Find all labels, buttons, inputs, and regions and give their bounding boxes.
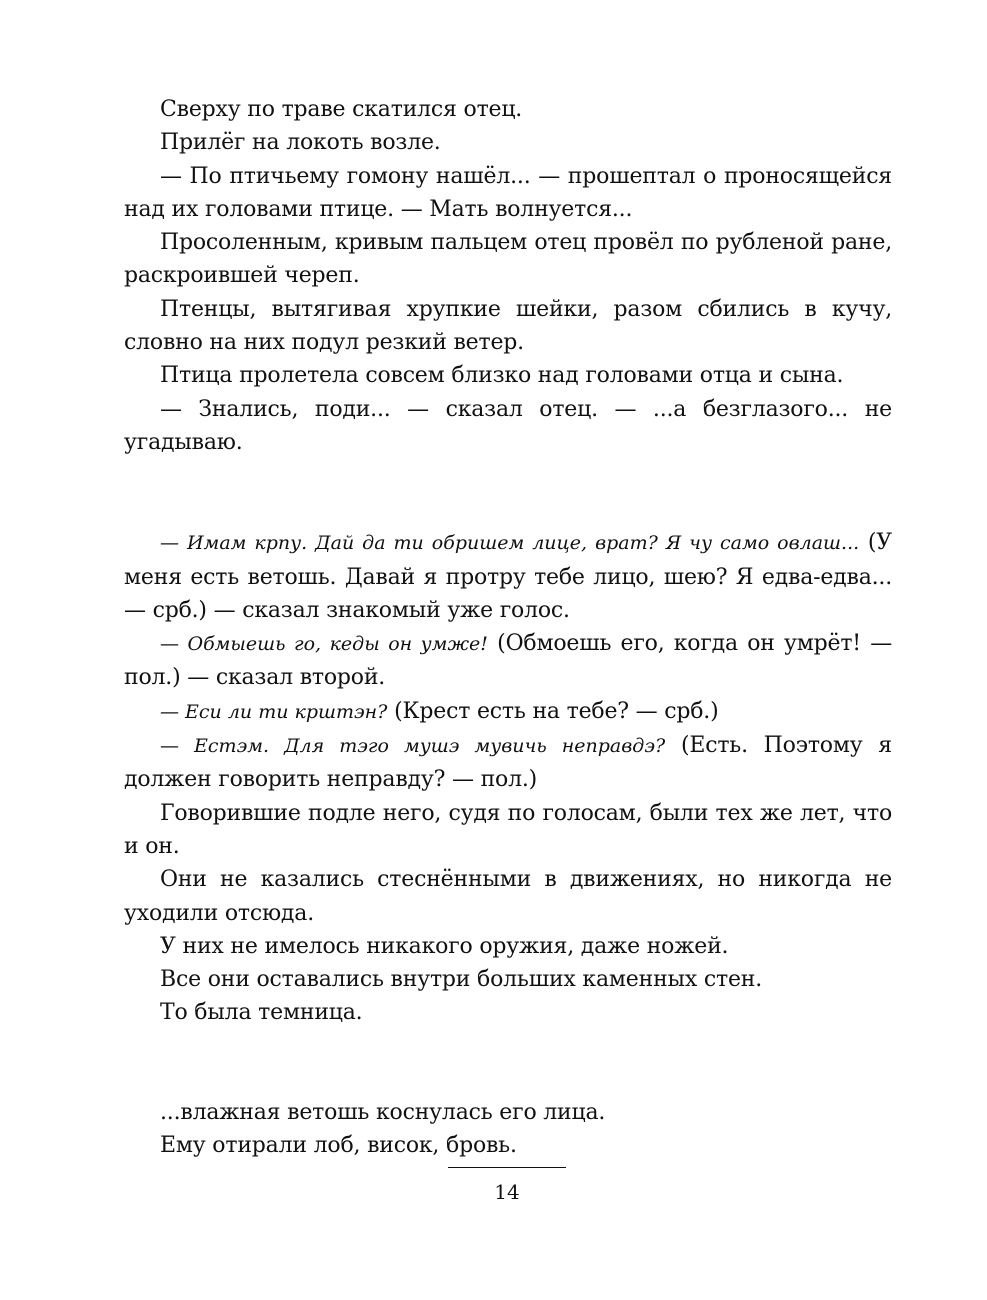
foreign-speech: — Имам крпу. Дай да ти обришем лице, врат? Я чу само овлаш... [160,532,860,555]
dialogue-line [124,526,892,627]
foreign-speech: — Обмыешь го, кеды он умже! [160,633,488,656]
paragraph: Говорившие подле него, судя по голосам, были тех же лет, что и он. [124,800,892,859]
translation-text: (Есть. Поэтому я должен говорить неправду? — пол.) [124,733,892,793]
section-break [124,459,892,526]
paragraph: Птенцы, вытягивая хрупкие шейки, разом сбились в кучу, словно на них подул резкий ветер. [124,296,892,356]
page-number: 14 [494,1180,520,1204]
paragraph: Прилёг на локоть возле. [160,130,441,156]
paragraph: Ему отирали лоб, висок, бровь. [160,1133,517,1159]
paragraph: ...влажная ветошь коснулась его лица. [160,1099,606,1125]
dialogue-line [124,627,892,695]
paragraph: У них не имелось никакого оружия, даже ножей. [160,933,729,959]
paragraph: Сверху по траве скатился отец. [160,97,523,122]
section-break [124,1030,892,1096]
paragraph: Все они оставались внутри больших каменных стен. [160,967,763,993]
paragraph: Они не казались стеснёнными в движениях, но никогда не уходили отсюда. [124,867,892,926]
foreign-speech: — Естэм. Для тэго мушэ мувичь неправдэ? [160,735,666,758]
paragraph: Просоленным, кривым пальцем отец провёл по рубленой ране, раскроившей череп. [124,230,892,289]
paragraph: — Знались, поди... — сказал отец. — ...а безглазого... не угадываю. [124,396,892,455]
translation-text: (Крест есть на тебе? — срб.) [387,698,719,724]
dialogue-line [124,729,892,797]
foreign-speech: — Еси ли ти крштэн? [160,700,388,723]
footer-rule [448,1167,566,1168]
dialogue-line [124,695,892,729]
page-body [124,93,892,1162]
paragraph: Птица пролетела совсем близко над головами отца и сына. [160,363,844,389]
translation-text: (У меня есть ветошь. Давай я протру тебе лицо, шею? Я едва-едва... — срб.) — сказал знакомый уже голос. [124,530,892,623]
translation-text: (Обмоешь его, когда он умрёт! — пол.) — сказал второй. [124,631,893,691]
paragraph: — По птичьему гомону нашёл... — прошептал о проносящейся над их головами птице. — Мать волнуется... [124,163,892,222]
paragraph: То была темница. [160,1000,363,1026]
